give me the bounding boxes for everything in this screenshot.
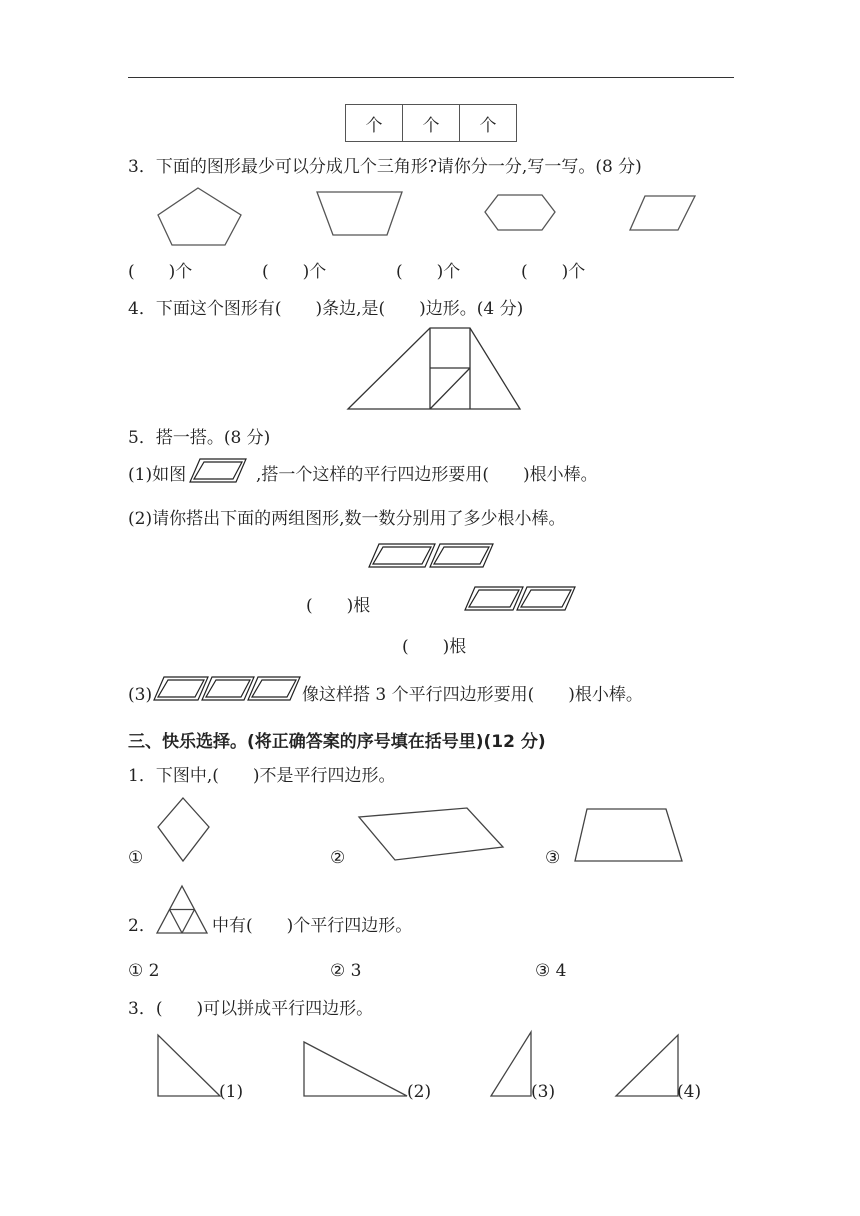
q3-answer-2: ( )个	[262, 262, 327, 282]
q5-answer-a: ( )根	[306, 596, 371, 616]
q3-shapes	[150, 185, 750, 255]
c3-label-3: (3)	[531, 1082, 556, 1102]
q4-composite-figure	[345, 325, 525, 415]
q3-text: 3．下面的图形最少可以分成几个三角形?请你分一分,写一写。(8 分)	[128, 157, 642, 177]
c1-text: 1．下图中,( )不是平行四边形。	[128, 766, 396, 786]
trapezoid-shape	[317, 192, 402, 235]
q3-answer-4: ( )个	[521, 262, 586, 282]
counter-cell: 个	[403, 105, 460, 142]
pentagon-shape	[158, 188, 241, 245]
q5-part1-after: ,搭一个这样的平行四边形要用( )根小棒。	[256, 465, 598, 485]
q3-answer-3: ( )个	[396, 262, 461, 282]
c2-option-3: ③ 4	[535, 961, 567, 981]
triangle-grid-figure	[155, 883, 215, 938]
stick-parallelogram-icon	[186, 456, 256, 486]
q5-part3-after: 像这样搭 3 个平行四边形要用( )根小棒。	[302, 685, 643, 705]
trapezoid-option-shape	[572, 805, 687, 865]
c3-label-1: (1)	[219, 1082, 244, 1102]
q5-answer-b: ( )根	[402, 637, 467, 657]
stick-double-parallelogram-a	[365, 541, 500, 571]
c2-suffix: 中有( )个平行四边形。	[212, 916, 413, 936]
c2-option-2: ② 3	[330, 961, 362, 981]
triangle-2	[304, 1042, 407, 1096]
q5-text: 5．搭一搭。(8 分)	[128, 428, 271, 448]
c1-label-3: ③	[545, 848, 561, 868]
counter-cell: 个	[346, 105, 403, 142]
c1-label-2: ②	[330, 848, 346, 868]
parallelogram-shape	[355, 805, 510, 865]
c3-label-2: (2)	[407, 1082, 432, 1102]
q5-part2-text: (2)请你搭出下面的两组图形,数一数分别用了多少根小棒。	[128, 509, 566, 529]
q4-text: 4．下面这个图形有( )条边,是( )边形。(4 分)	[128, 299, 524, 319]
q3-answer-1: ( )个	[128, 262, 193, 282]
c1-label-1: ①	[128, 848, 144, 868]
c3-text: 3．( )可以拼成平行四边形。	[128, 999, 374, 1019]
q5-part3-before: (3)	[128, 685, 153, 705]
hexagon-shape	[485, 195, 555, 230]
section3-heading: 三、快乐选择。(将正确答案的序号填在括号里)(12 分)	[128, 732, 546, 752]
triangle-4	[616, 1035, 678, 1096]
c2-prefix: 2．	[128, 916, 156, 936]
top-rule	[128, 77, 734, 78]
q5-part1-before: (1)如图	[128, 465, 187, 485]
rhombus-diamond-shape	[155, 795, 215, 865]
c2-option-1: ① 2	[128, 961, 160, 981]
counter-cell: 个	[460, 105, 517, 142]
triangle-3	[491, 1032, 531, 1096]
rhombus-shape	[630, 196, 695, 230]
stick-double-parallelogram-b	[461, 584, 581, 614]
counter-table	[345, 104, 517, 142]
triangle-1	[158, 1035, 220, 1096]
c3-label-4: (4)	[677, 1082, 702, 1102]
stick-triple-parallelogram	[150, 674, 305, 704]
